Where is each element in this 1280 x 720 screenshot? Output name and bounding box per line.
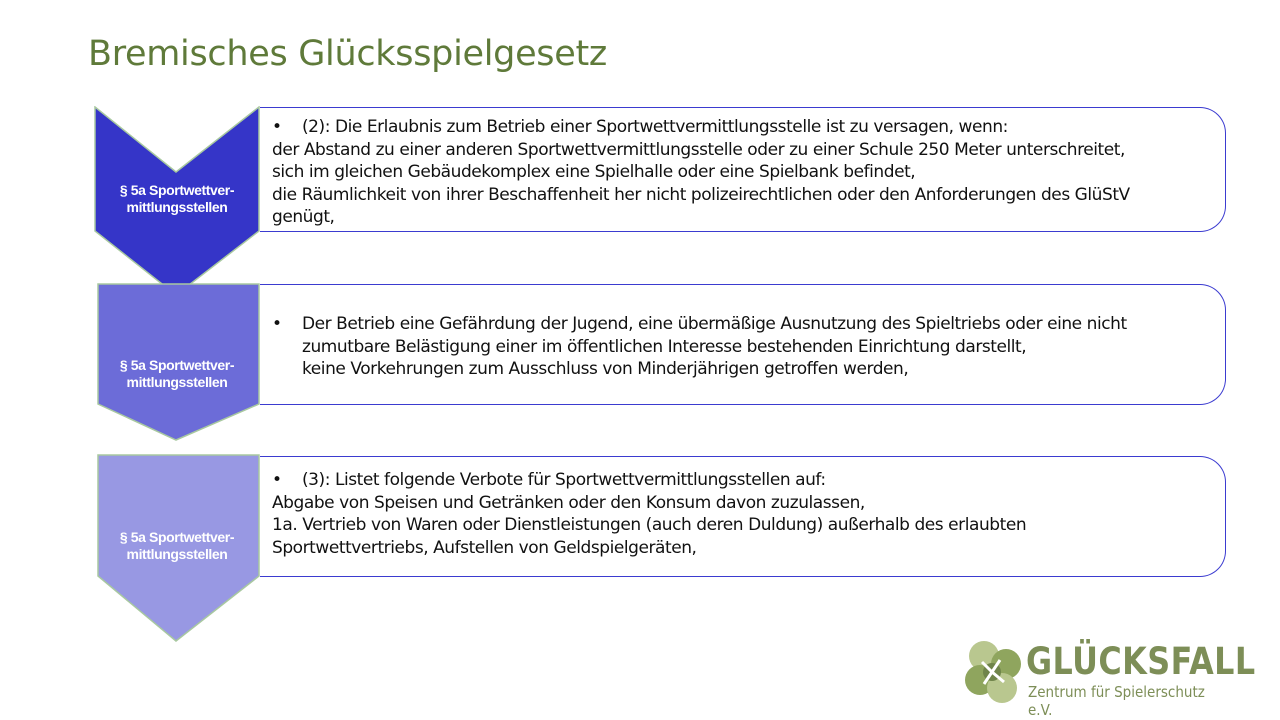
content-box-3 bbox=[260, 456, 1226, 577]
chevron-step-3 bbox=[94, 454, 260, 642]
text-line: zumutbare Belästigung einer im öffentlichen Interesse bestehenden Einrichtung darstellt, bbox=[302, 336, 1027, 357]
text-line: der Abstand zu einer anderen Sportwettvermittlungsstelle oder zu einer Schule 250 Meter unterschreitet, bbox=[272, 139, 1125, 160]
text-line: Sportwettvertriebs, Aufstellen von Geldspielgeräten, bbox=[272, 537, 697, 558]
text-line: genügt, bbox=[272, 207, 335, 227]
text-line: 1a. Vertrieb von Waren oder Dienstleistungen (auch deren Duldung) außerhalb des erlaubten bbox=[272, 515, 1027, 535]
text-line: sich im gleichen Gebäudekomplex eine Spielhalle oder eine Spielbank befindet, bbox=[272, 162, 916, 182]
chevron-label-2 bbox=[94, 357, 260, 391]
chevron-label-line: § 5a Sportwettver- bbox=[119, 529, 235, 545]
bullet-line bbox=[272, 313, 1205, 336]
gluecksfall-logo bbox=[962, 638, 1256, 719]
logo-name: GLÜCKSFALL bbox=[1026, 640, 1256, 683]
text-line: (2): Die Erlaubnis zum Betrieb einer Sportwettvermittlungsstelle ist zu versagen, wenn: bbox=[302, 117, 1008, 137]
bullet-icon: • bbox=[272, 117, 282, 137]
chevron-label-line: mittlungsstellen bbox=[126, 199, 228, 215]
chevron-label-line: § 5a Sportwettver- bbox=[119, 182, 235, 198]
text-line: (3): Listet folgende Verbote für Sportwettvermittlungsstellen auf: bbox=[302, 470, 826, 490]
bullet-line bbox=[272, 469, 1205, 492]
chevron-label-1 bbox=[94, 182, 260, 216]
bullet-line bbox=[272, 116, 1205, 139]
bullet-icon: • bbox=[272, 314, 282, 334]
chevron-label-line: § 5a Sportwettver- bbox=[119, 357, 235, 373]
chevron-label-line: mittlungsstellen bbox=[126, 546, 228, 562]
content-box-1 bbox=[260, 107, 1226, 232]
text-line: die Räumlichkeit von ihrer Beschaffenheit her nicht polizeirechtlichen oder den Anforderungen des GlüStV bbox=[272, 184, 1130, 205]
chevron-step-2 bbox=[94, 283, 260, 441]
chevron-label-line: mittlungsstellen bbox=[126, 374, 228, 390]
text-line: Der Betrieb eine Gefährdung der Jugend, eine übermäßige Ausnutzung des Spieltriebs oder eine nicht bbox=[302, 314, 1127, 334]
content-box-2 bbox=[260, 284, 1226, 405]
logo-subtitle: Zentrum für Spielerschutz e.V. bbox=[1028, 683, 1205, 719]
chevron-step-1 bbox=[94, 106, 260, 296]
chevron-label-3 bbox=[94, 529, 260, 563]
clover-icon bbox=[962, 638, 1026, 708]
slide-title: Bremisches Glücksspielgesetz bbox=[88, 34, 607, 74]
bullet-icon: • bbox=[272, 470, 282, 490]
text-line: keine Vorkehrungen zum Ausschluss von Minderjährigen getroffen werden, bbox=[302, 359, 909, 379]
text-line: Abgabe von Speisen und Getränken oder den Konsum davon zuzulassen, bbox=[272, 492, 865, 513]
